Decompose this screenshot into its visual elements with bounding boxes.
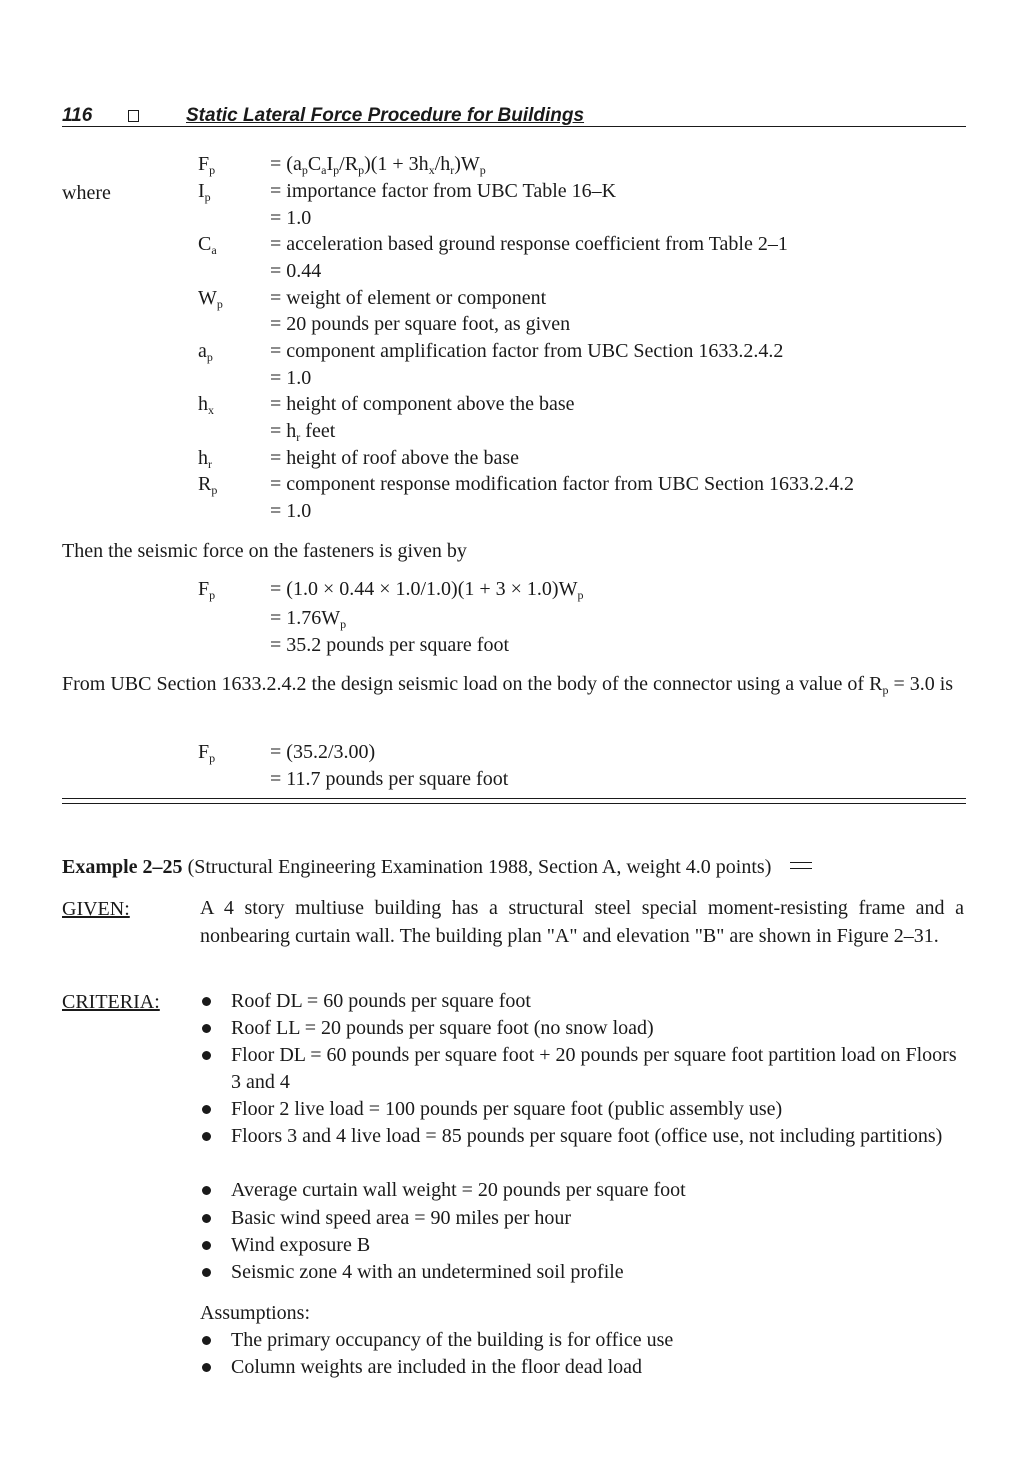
- criteria-item: [200, 1123, 964, 1150]
- criteria-item: [200, 1259, 964, 1286]
- equation-line: = 1.0: [270, 207, 312, 229]
- equation-line: = importance factor from UBC Table 16–K: [270, 180, 617, 202]
- bullet-icon: [202, 1024, 211, 1033]
- symbol: $F_p$: [198, 578, 216, 602]
- connector-paragraph: From UBC Section 1633.2.4.2 the design seismic load on the body of the connector using a value of $R_p = 3.0$ is: [62, 673, 954, 697]
- example-heading: [62, 855, 812, 879]
- given-label: GIVEN:: [62, 898, 130, 920]
- double-bar-icon: [790, 862, 812, 869]
- criteria-item: [200, 1015, 964, 1042]
- symbol: $a_p$: [198, 340, 213, 364]
- equation-line: = component amplification factor from UBC Section 1633.2.4.2: [270, 340, 784, 362]
- symbol: $I_p$: [198, 180, 211, 204]
- criteria-label: CRITERIA:: [62, 991, 160, 1013]
- bullet-icon: [202, 1241, 211, 1250]
- equation-line: = weight of element or component: [270, 287, 547, 309]
- criteria-item: [200, 1177, 964, 1204]
- given-text: A 4 story multiuse building has a structural steel special moment-resisting frame and a nonbearing curtain wall. The building plan "A" and elevation "B" are shown in Figure 2–31.: [200, 897, 964, 947]
- bullet-icon: [202, 1186, 211, 1195]
- symbol: $R_p$: [198, 473, 218, 497]
- bullet-icon: [202, 1132, 211, 1141]
- equation-line: = 0.44: [270, 260, 322, 282]
- criteria-item: [200, 1042, 964, 1096]
- equation-line: = 35.2 pounds per square foot: [270, 634, 510, 656]
- square-icon: [128, 110, 139, 122]
- criteria-text: Basic wind speed area = 90 miles per hour: [231, 1207, 572, 1229]
- criteria-text: Floor DL = 60 pounds per square foot + 20 pounds per square foot partition load on Floors 3 and 4: [231, 1044, 957, 1093]
- criteria-text: Roof DL = 60 pounds per square foot: [231, 990, 531, 1012]
- assumption-text: The primary occupancy of the building is for office use: [231, 1329, 674, 1351]
- equation-line: = height of component above the base: [270, 393, 575, 415]
- assumption-text: Column weights are included in the floor dead load: [231, 1356, 643, 1378]
- criteria-text: Roof LL = 20 pounds per square foot (no snow load): [231, 1017, 654, 1039]
- assumption-item: [200, 1354, 964, 1381]
- criteria-text: Floors 3 and 4 live load = 85 pounds per square foot (office use, not including partitions): [231, 1125, 943, 1147]
- where-label: where: [62, 182, 111, 204]
- equation-line: = acceleration based ground response coefficient from Table 2–1: [270, 233, 788, 255]
- bullet-icon: [202, 1105, 211, 1114]
- equation-line: = $1.76W_p$: [270, 607, 347, 631]
- symbol: $F_p$: [198, 153, 216, 177]
- example-label: Example 2–25: [62, 856, 183, 878]
- equation-line: = (35.2/3.00): [270, 741, 376, 763]
- symbol: $C_a$: [198, 233, 217, 257]
- criteria-item: [200, 988, 964, 1015]
- running-header: [62, 104, 966, 128]
- equation-line: = 1.0: [270, 367, 312, 389]
- page-number: 116: [62, 105, 93, 126]
- symbol: $W_p$: [198, 287, 223, 311]
- bullet-icon: [202, 1268, 211, 1277]
- criteria-item: [200, 1232, 964, 1259]
- equation-line: = $(1.0 \times 0.44 \times 1.0/1.0)(1 + 3 \times 1.0)W_p$: [270, 578, 584, 602]
- bullet-icon: [202, 1051, 211, 1060]
- equation-line: = $(a_pC_aI_p/R_p)(1 + 3h_x/h_r)W_p$: [270, 153, 486, 177]
- equation-line: = height of roof above the base: [270, 447, 519, 469]
- criteria-text: Wind exposure B: [231, 1234, 371, 1256]
- header-rule: [62, 126, 966, 127]
- example-description: (Structural Engineering Examination 1988, Section A, weight 4.0 points): [187, 856, 772, 878]
- bullet-icon: [202, 1336, 211, 1345]
- seismic-force-intro: Then the seismic force on the fasteners is given by: [62, 540, 467, 562]
- criteria-item: [200, 1096, 964, 1123]
- symbol: $h_r$: [198, 447, 212, 471]
- equation-line: = 11.7 pounds per square foot: [270, 768, 509, 790]
- equation-line: = 20 pounds per square foot, as given: [270, 313, 571, 335]
- criteria-item: [200, 1205, 964, 1232]
- equation-line: = $h_r$ feet: [270, 420, 336, 444]
- equation-line: = 1.0: [270, 500, 312, 522]
- symbol: $F_p$: [198, 741, 216, 765]
- bullet-icon: [202, 1214, 211, 1223]
- running-title: Static Lateral Force Procedure for Buildings: [186, 105, 585, 126]
- assumption-item: [200, 1327, 964, 1354]
- symbol: $h_x$: [198, 393, 214, 417]
- section-double-rule: [62, 798, 966, 804]
- criteria-text: Average curtain wall weight = 20 pounds per square foot: [231, 1179, 686, 1201]
- bullet-icon: [202, 1363, 211, 1372]
- equation-line: = component response modification factor from UBC Section 1633.2.4.2: [270, 473, 854, 495]
- assumptions-label: Assumptions:: [200, 1302, 311, 1324]
- bullet-icon: [202, 997, 211, 1006]
- criteria-text: Floor 2 live load = 100 pounds per square foot (public assembly use): [231, 1098, 783, 1120]
- criteria-text: Seismic zone 4 with an undetermined soil profile: [231, 1261, 624, 1283]
